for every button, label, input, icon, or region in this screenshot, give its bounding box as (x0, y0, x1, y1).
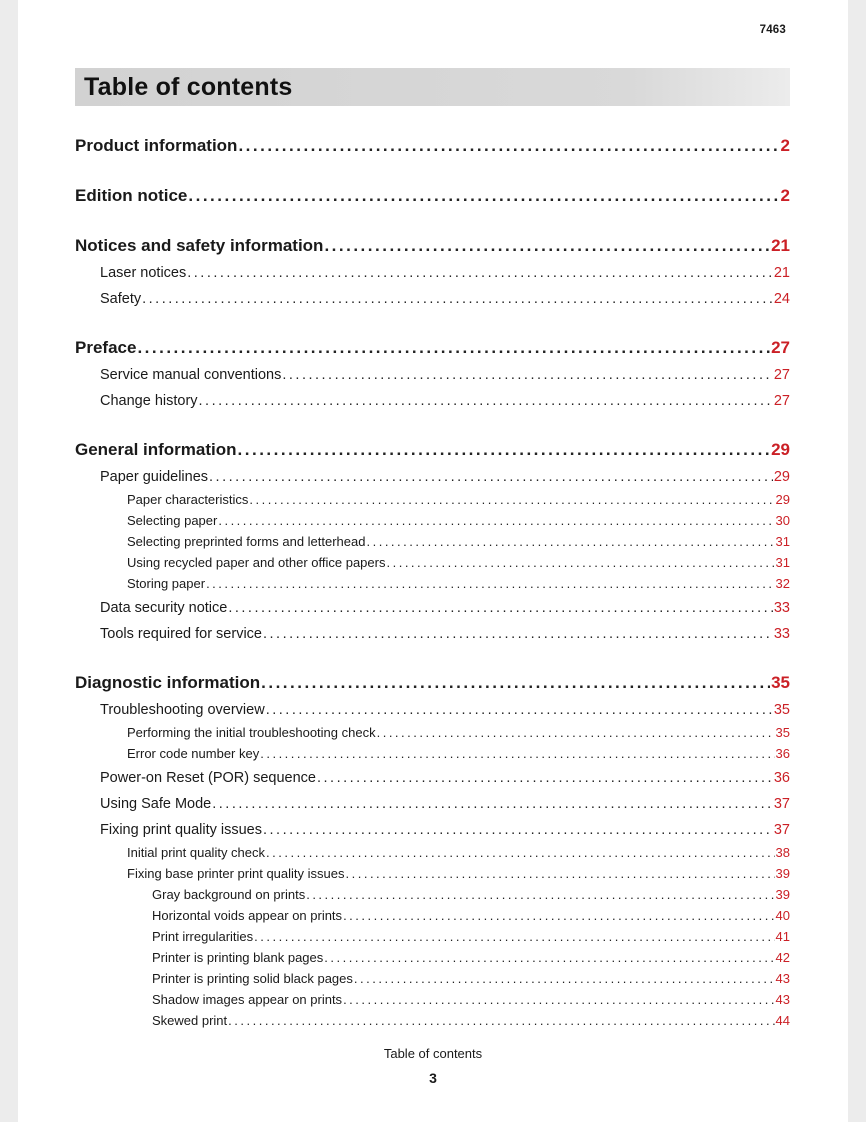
toc-entry[interactable] (75, 795, 790, 814)
toc-leader (343, 991, 774, 1008)
toc-leader (228, 599, 773, 618)
toc-entry-label: Selecting preprinted forms and letterhead (127, 534, 366, 549)
toc-leader (137, 336, 770, 359)
toc-entry-label: Storing paper (127, 576, 206, 591)
toc-entry-label: Paper guidelines (100, 469, 209, 485)
toc-entry-page: 36 (775, 746, 790, 761)
toc-entry-page: 21 (773, 265, 790, 281)
toc-entry-page: 32 (775, 576, 790, 591)
toc-leader (282, 366, 773, 385)
toc-entry-label: Print irregularities (152, 929, 254, 944)
toc-entry-label: Horizontal voids appear on prints (152, 908, 343, 923)
toc-entry[interactable] (75, 701, 790, 720)
toc-leader (343, 907, 774, 924)
toc-entry[interactable] (75, 599, 790, 618)
toc-leader (261, 671, 770, 694)
toc-entry-page: 24 (773, 291, 790, 307)
toc-leader (188, 184, 779, 207)
title-banner (75, 68, 790, 106)
toc-entry[interactable] (75, 1012, 790, 1029)
toc-leader (187, 264, 773, 283)
toc-entry-label: Initial print quality check (127, 845, 266, 860)
toc-entry[interactable] (75, 290, 790, 309)
toc-leader (238, 134, 779, 157)
toc-entry-label: Printer is printing solid black pages (152, 971, 353, 986)
toc-entry-page: 31 (775, 534, 790, 549)
toc-entry-page: 35 (773, 702, 790, 718)
toc-entry-label: Service manual conventions (100, 367, 282, 383)
toc-leader (254, 928, 774, 945)
toc-entry[interactable] (75, 949, 790, 966)
toc-entry-page: 39 (775, 887, 790, 902)
toc-entry-label: Product information (75, 136, 238, 155)
toc-entry-label: Safety (100, 291, 142, 307)
toc-leader (366, 533, 774, 550)
toc-entry-page: 36 (773, 770, 790, 786)
toc-entry-page: 43 (775, 971, 790, 986)
toc-entry-page: 42 (775, 950, 790, 965)
toc-leader (266, 844, 775, 861)
page-title: Table of contents (84, 73, 293, 101)
toc-entry-page: 29 (771, 440, 790, 459)
toc-entry[interactable] (75, 724, 790, 741)
toc-leader (263, 625, 773, 644)
toc-entry[interactable] (75, 392, 790, 411)
toc-entry[interactable] (75, 575, 790, 592)
toc-leader (354, 970, 775, 987)
toc-leader (317, 769, 773, 788)
toc-entry[interactable] (75, 554, 790, 571)
toc-leader (209, 468, 773, 487)
toc-entry[interactable] (75, 671, 790, 694)
toc-entry-label: Preface (75, 338, 137, 357)
toc-entry-page: 31 (775, 555, 790, 570)
toc-entry-label: Performing the initial troubleshooting check (127, 725, 376, 740)
toc-entry-label: Troubleshooting overview (100, 702, 265, 718)
toc-entry[interactable] (75, 625, 790, 644)
toc-entry-label: Using Safe Mode (100, 796, 212, 812)
toc-entry[interactable] (75, 234, 790, 257)
toc-entry-label: General information (75, 440, 237, 459)
toc-entry[interactable] (75, 468, 790, 487)
toc-entry-page: 37 (773, 796, 790, 812)
toc-entry-label: Power-on Reset (POR) sequence (100, 770, 316, 786)
toc-entry-label: Fixing print quality issues (100, 822, 262, 838)
toc-entry-page: 44 (775, 1013, 790, 1028)
toc-entry-label: Notices and safety information (75, 236, 324, 255)
toc-entry-label: Skewed print (152, 1013, 228, 1028)
toc-leader (218, 512, 774, 529)
toc-entry-label: Error code number key (127, 746, 260, 761)
toc-leader (324, 234, 770, 257)
toc-entry[interactable] (75, 533, 790, 550)
toc-leader (324, 949, 774, 966)
toc-leader (206, 575, 774, 592)
toc-leader (228, 1012, 774, 1029)
toc-leader (260, 745, 774, 762)
toc-entry-page: 40 (775, 908, 790, 923)
toc-entry[interactable] (75, 821, 790, 840)
toc-entry-label: Laser notices (100, 265, 187, 281)
toc-entry-page: 39 (775, 866, 790, 881)
toc-entry-page: 27 (771, 338, 790, 357)
toc-leader (346, 865, 775, 882)
toc-entry-label: Shadow images appear on prints (152, 992, 343, 1007)
toc-leader (249, 491, 774, 508)
toc-leader (199, 392, 773, 411)
toc-leader (238, 438, 771, 461)
toc-entry-label: Change history (100, 393, 198, 409)
toc-entry[interactable] (75, 865, 790, 882)
toc-entry-label: Printer is printing blank pages (152, 950, 324, 965)
toc-entry-label: Selecting paper (127, 513, 218, 528)
toc-entry-page: 2 (780, 186, 790, 205)
toc-entry[interactable] (75, 844, 790, 861)
toc-entry[interactable] (75, 366, 790, 385)
toc-leader (263, 821, 773, 840)
toc-entry[interactable] (75, 512, 790, 529)
toc-entry-page: 41 (775, 929, 790, 944)
toc-entry-page: 35 (771, 673, 790, 692)
toc-entry-page: 2 (780, 136, 790, 155)
toc-entry[interactable] (75, 907, 790, 924)
toc-leader (386, 554, 774, 571)
toc-entry[interactable] (75, 769, 790, 788)
toc-entry[interactable] (75, 970, 790, 987)
toc-entry-page: 33 (773, 626, 790, 642)
toc-leader (142, 290, 773, 309)
toc-entry[interactable] (75, 336, 790, 359)
toc-entry-page: 37 (773, 822, 790, 838)
toc-entry-label: Diagnostic information (75, 673, 261, 692)
toc-entry-page: 38 (775, 845, 790, 860)
toc-entry[interactable] (75, 991, 790, 1008)
toc-entry-page: 35 (775, 725, 790, 740)
toc-entry[interactable] (75, 928, 790, 945)
toc-entry-page: 33 (773, 600, 790, 616)
toc-entry[interactable] (75, 264, 790, 283)
toc-entry-label: Using recycled paper and other office papers (127, 555, 386, 570)
toc-leader (212, 795, 773, 814)
toc-entry-page: 43 (775, 992, 790, 1007)
footer-page-number: 3 (429, 1070, 437, 1086)
toc-entry-label: Paper characteristics (127, 492, 249, 507)
toc-entry-label: Tools required for service (100, 626, 262, 642)
document-page (18, 0, 848, 1122)
toc-leader (306, 886, 774, 903)
toc-entry-label: Edition notice (75, 186, 188, 205)
toc-leader (266, 701, 773, 720)
toc-entry[interactable] (75, 745, 790, 762)
footer-section-label: Table of contents (383, 1046, 483, 1061)
toc-entry[interactable] (75, 886, 790, 903)
toc-entry[interactable] (75, 134, 790, 157)
toc-entry[interactable] (75, 491, 790, 508)
toc-entry-page: 30 (775, 513, 790, 528)
doc-number: 7463 (759, 24, 786, 36)
toc-entry-label: Data security notice (100, 600, 228, 616)
toc-entry-label: Gray background on prints (152, 887, 306, 902)
toc-entry[interactable] (75, 438, 790, 461)
toc-leader (377, 724, 775, 741)
toc-entry[interactable] (75, 184, 790, 207)
toc-list (75, 134, 790, 1029)
toc-entry-page: 29 (775, 492, 790, 507)
page-footer (18, 1046, 848, 1086)
toc-entry-page: 27 (773, 367, 790, 383)
toc-entry-page: 21 (771, 236, 790, 255)
toc-entry-page: 27 (773, 393, 790, 409)
toc-entry-label: Fixing base printer print quality issues (127, 866, 345, 881)
toc-entry-page: 29 (773, 469, 790, 485)
